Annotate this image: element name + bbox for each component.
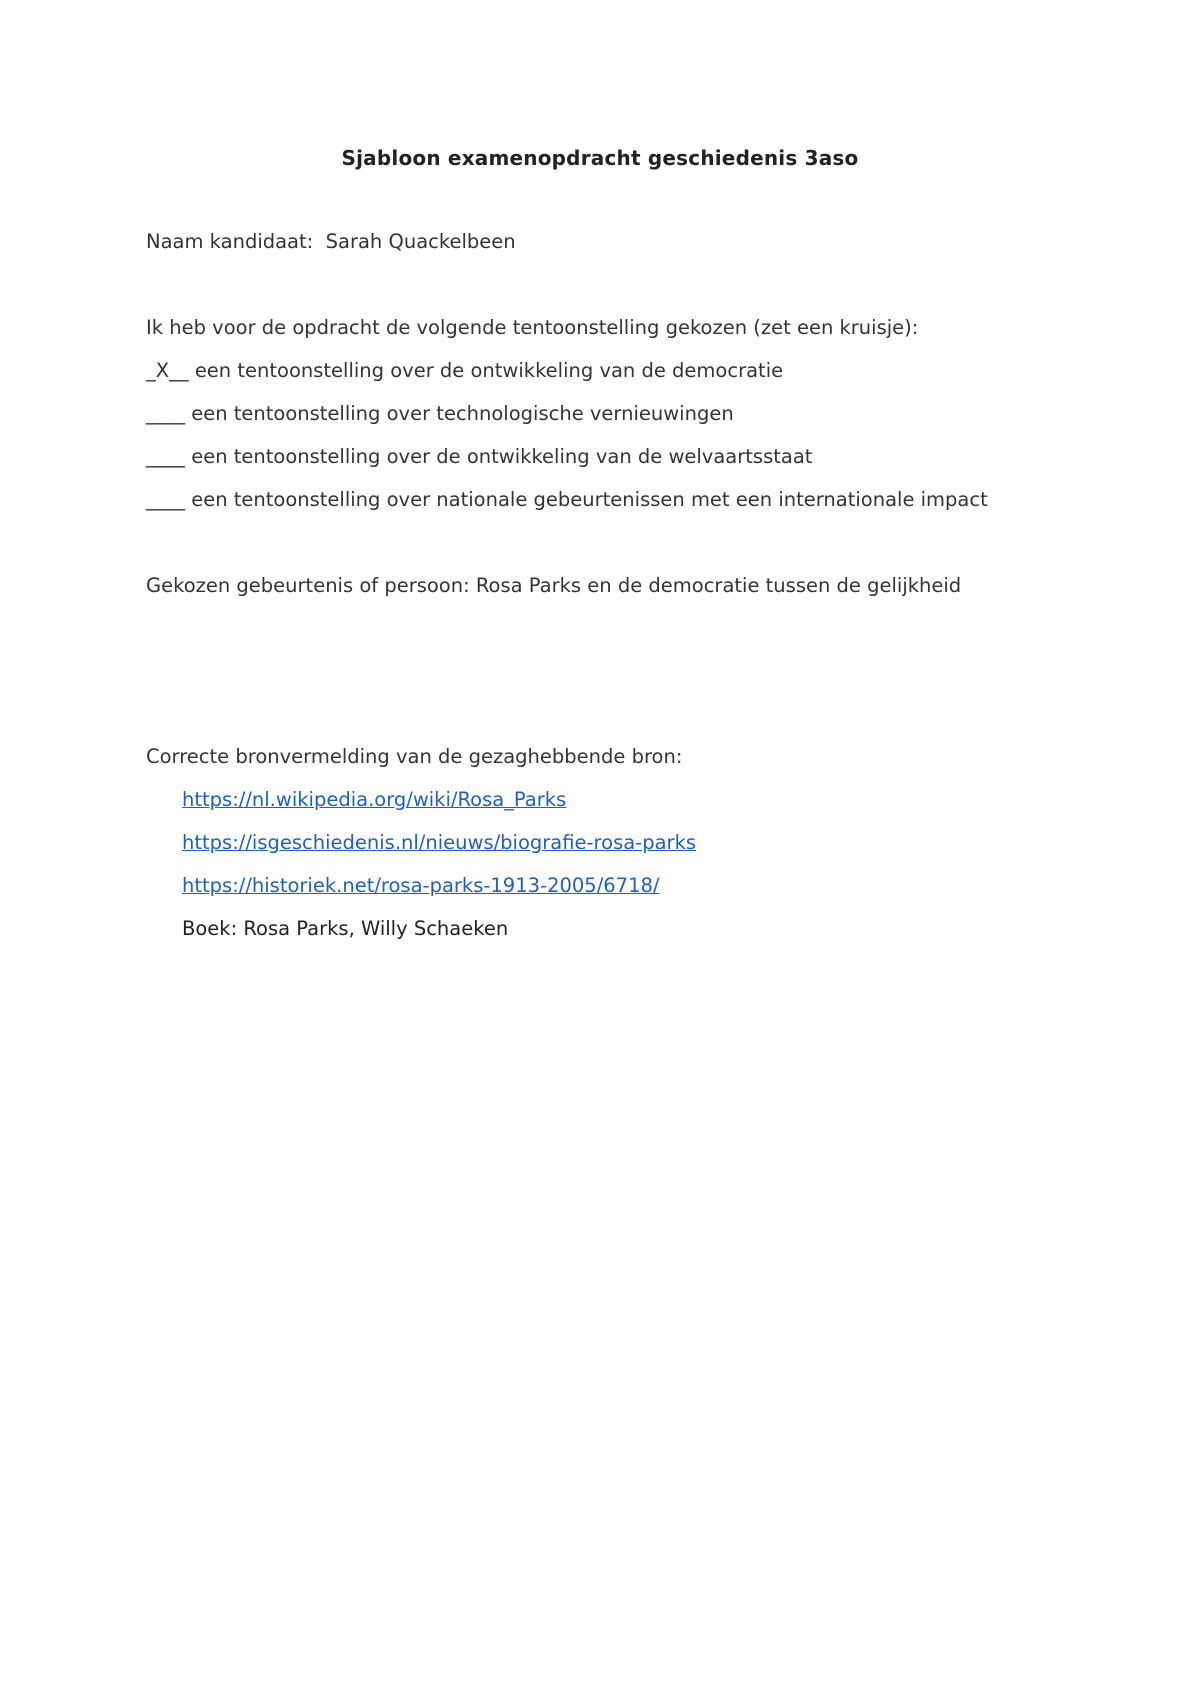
source-link-wikipedia[interactable]: https://nl.wikipedia.org/wiki/Rosa_Parks (182, 788, 567, 811)
option-mark: _X__ (146, 359, 189, 382)
option-welvaartsstaat (146, 443, 812, 471)
candidate-label: Naam kandidaat: (146, 230, 314, 253)
option-mark: ____ (146, 402, 185, 425)
option-mark: ____ (146, 445, 185, 468)
source-link-historiek[interactable]: https://historiek.net/rosa-parks-1913-2005/6718/ (182, 874, 660, 897)
option-text: een tentoonstelling over technologische vernieuwingen (191, 402, 734, 425)
source-book: Boek: Rosa Parks, Willy Schaeken (182, 917, 509, 940)
sources-label: Correcte bronvermelding van de gezaghebbende bron: (146, 745, 683, 768)
option-technologie (146, 400, 734, 428)
source-item (182, 786, 566, 814)
option-nationale-gebeurtenissen (146, 486, 988, 514)
option-text: een tentoonstelling over de ontwikkeling van de democratie (194, 359, 784, 382)
source-item (182, 872, 659, 900)
source-link-isgeschiedenis[interactable]: https://isgeschiedenis.nl/nieuws/biografie-rosa-parks (182, 831, 697, 854)
option-mark: ____ (146, 488, 185, 511)
choice-intro: Ik heb voor de opdracht de volgende tentoonstelling gekozen (zet een kruisje): (146, 316, 919, 339)
source-item (182, 829, 696, 857)
candidate-name: Sarah Quackelbeen (325, 230, 516, 253)
candidate-line (146, 228, 516, 256)
option-democratie (146, 357, 783, 385)
option-text: een tentoonstelling over de ontwikkeling van de welvaartsstaat (191, 445, 813, 468)
chosen-value: Rosa Parks en de democratie tussen de gelijkheid (475, 574, 962, 597)
chosen-line (146, 572, 961, 600)
document-title: Sjabloon examenopdracht geschiedenis 3aso (341, 146, 859, 170)
option-text: een tentoonstelling over nationale gebeurtenissen met een internationale impact (191, 488, 988, 511)
chosen-label: Gekozen gebeurtenis of persoon: (146, 574, 470, 597)
